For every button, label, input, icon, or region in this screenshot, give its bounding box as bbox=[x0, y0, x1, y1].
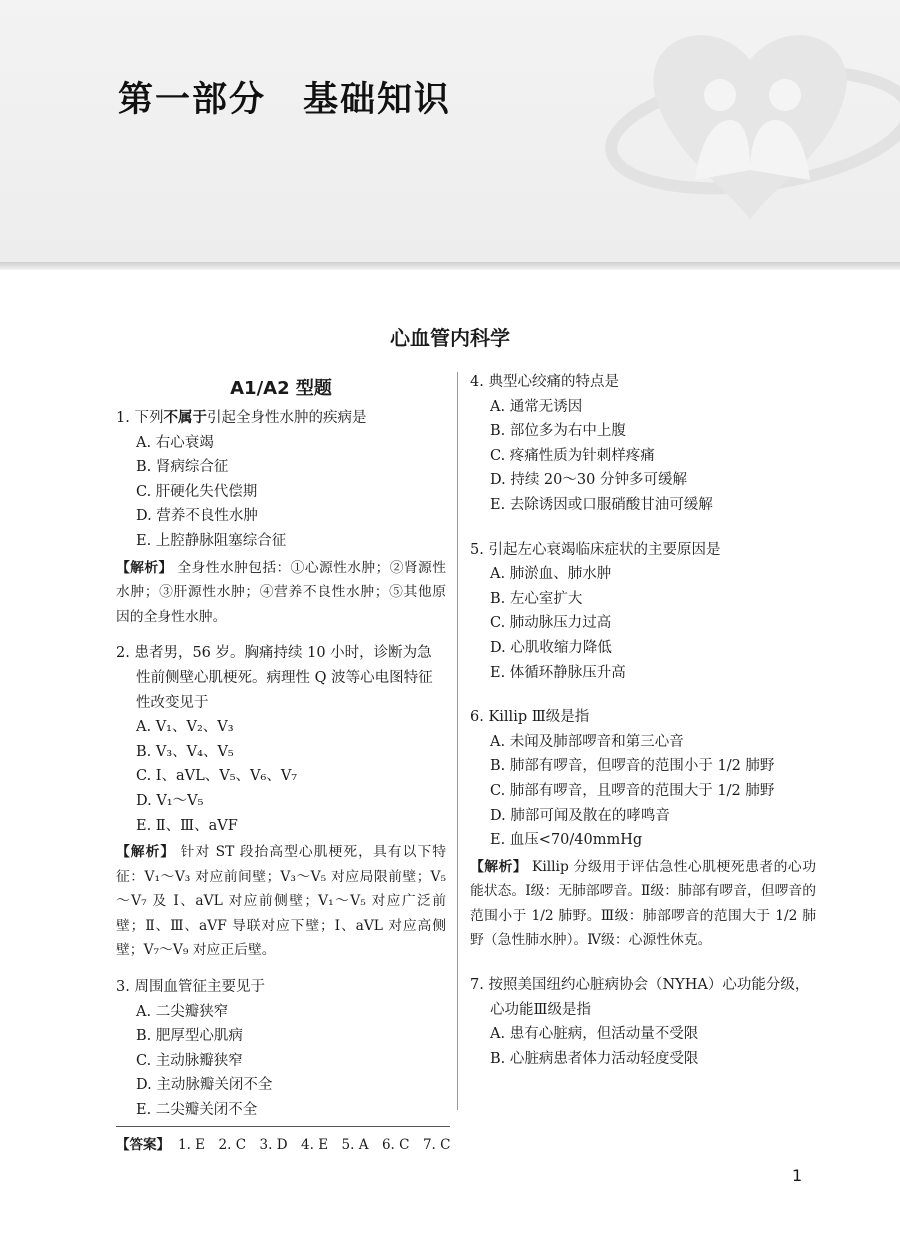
question-3 bbox=[116, 975, 446, 1123]
option: E. 体循环静脉压升高 bbox=[490, 664, 626, 681]
option: B. 肾病综合征 bbox=[136, 459, 229, 476]
question-stem: 5. 引起左心衰竭临床症状的主要原因是 bbox=[470, 541, 721, 558]
option: C. Ⅰ、aVL、V₅、V₆、V₇ bbox=[136, 768, 298, 785]
explanation-tag: 【解析】 bbox=[470, 858, 528, 875]
explanation-text: 全身性水肿包括：①心源性水肿；②肾源性水肿；③肝源性水肿；④营养不良性水肿；⑤其他原因的全身性水肿。 bbox=[116, 559, 447, 625]
stem-emphasis: 不属于 bbox=[163, 410, 207, 426]
option: A. 通常无诱因 bbox=[490, 398, 583, 415]
question-7 bbox=[470, 973, 816, 1071]
option: B. 肺部有啰音，但啰音的范围小于 1/2 肺野 bbox=[490, 758, 775, 775]
column-divider bbox=[457, 372, 458, 1110]
option: A. 未闻及肺部啰音和第三心音 bbox=[490, 733, 684, 750]
question-stem: 3. 周围血管征主要见于 bbox=[116, 979, 265, 996]
explanation-text: 针对 ST 段抬高型心肌梗死，具有以下特征：V₁～V₃ 对应前间壁；V₃～V₅ 对应局限前壁；V₅～V₇ 及 Ⅰ、aVL 对应前侧壁；V₁～V₅ 对应广泛前壁；Ⅱ、Ⅲ、aVF 导联对应下壁；Ⅰ、aVL 对应高侧壁；V₇～V₉ 对应正后壁。 bbox=[116, 844, 446, 959]
option: E. 二尖瓣关闭不全 bbox=[136, 1102, 258, 1119]
question-stem: 6. Killip Ⅲ级是指 bbox=[470, 709, 590, 726]
explanation bbox=[116, 840, 446, 963]
question-6 bbox=[470, 705, 816, 953]
question-2 bbox=[116, 641, 446, 963]
option: A. 患有心脏病，但活动量不受限 bbox=[490, 1026, 699, 1043]
option: C. 肝硬化失代偿期 bbox=[136, 483, 258, 500]
header-divider bbox=[0, 262, 900, 270]
explanation-tag: 【解析】 bbox=[116, 844, 176, 861]
question-type-heading: A1/A2 型题 bbox=[230, 378, 332, 399]
question-stem bbox=[116, 406, 446, 431]
question-stem: 7. 按照美国纽约心脏病协会（NYHA）心功能分级，心功能Ⅲ级是指 bbox=[470, 977, 810, 1018]
question-stem: 2. 患者男，56 岁。胸痛持续 10 小时，诊断为急性前侧壁心肌梗死。病理性 Q 波等心电图特征性改变见于 bbox=[116, 645, 433, 711]
option: B. 左心室扩大 bbox=[490, 590, 583, 607]
heart-figures-logo-icon bbox=[600, 0, 900, 262]
chapter-header bbox=[0, 0, 900, 262]
option: B. 心脏病患者体力活动轻度受限 bbox=[490, 1050, 699, 1067]
stem-text: 1. 下列 bbox=[116, 410, 164, 426]
option: C. 肺部有啰音，且啰音的范围大于 1/2 肺野 bbox=[490, 782, 775, 799]
option: A. V₁、V₂、V₃ bbox=[136, 719, 234, 736]
option: D. 主动脉瓣关闭不全 bbox=[136, 1077, 273, 1094]
option: D. 心肌收缩力降低 bbox=[490, 639, 612, 656]
question-5 bbox=[470, 538, 816, 686]
question-stem: 4. 典型心绞痛的特点是 bbox=[470, 374, 619, 390]
question-1 bbox=[116, 406, 446, 629]
explanation-tag: 【解析】 bbox=[116, 559, 173, 576]
option: C. 疼痛性质为针刺样疼痛 bbox=[490, 447, 655, 464]
option: A. 右心衰竭 bbox=[136, 434, 214, 451]
option: D. 持续 20～30 分钟多可缓解 bbox=[490, 472, 687, 489]
explanation bbox=[116, 556, 446, 630]
option: D. V₁～V₅ bbox=[136, 792, 204, 809]
option: E. 上腔静脉阻塞综合征 bbox=[136, 532, 287, 549]
page-number: 1 bbox=[792, 1166, 803, 1185]
question-4 bbox=[470, 370, 816, 518]
option: B. 肥厚型心肌病 bbox=[136, 1028, 243, 1045]
option: D. 肺部可闻及散在的哮鸣音 bbox=[490, 807, 670, 824]
answer-key-text: 1. E 2. C 3. D 4. E 5. A 6. C 7. C bbox=[178, 1137, 451, 1153]
left-column bbox=[116, 376, 446, 1135]
option: B. 部位多为右中上腹 bbox=[490, 423, 626, 440]
option: E. 血压<70/40mmHg bbox=[490, 832, 643, 849]
explanation bbox=[470, 855, 816, 953]
option: A. 肺淤血、肺水肿 bbox=[490, 566, 612, 583]
option: E. 去除诱因或口服硝酸甘油可缓解 bbox=[490, 496, 713, 513]
option: B. V₃、V₄、V₅ bbox=[136, 743, 234, 760]
answer-key-tag: 【答案】 bbox=[116, 1137, 170, 1153]
part-title: 第一部分 基础知识 bbox=[118, 80, 452, 120]
right-column bbox=[470, 370, 816, 1083]
explanation-text: Killip 分级用于评估急性心肌梗死患者的心功能状态。Ⅰ级：无肺部啰音。Ⅱ级：肺部有啰音，但啰音的范围小于 1/2 肺野。Ⅲ级：肺部啰音的范围大于 1/2 肺野（急性肺水肿）。Ⅳ级：心源性休克。 bbox=[470, 858, 816, 949]
option: C. 肺动脉压力过高 bbox=[490, 615, 612, 632]
answer-key bbox=[116, 1126, 450, 1153]
stem-text: 引起全身性水肿的疾病是 bbox=[206, 410, 367, 426]
section-title: 心血管内科学 bbox=[390, 326, 510, 350]
option: C. 主动脉瓣狭窄 bbox=[136, 1052, 243, 1069]
option: A. 二尖瓣狭窄 bbox=[136, 1003, 229, 1020]
option: E. Ⅱ、Ⅲ、aVF bbox=[136, 817, 238, 834]
option: D. 营养不良性水肿 bbox=[136, 508, 258, 525]
